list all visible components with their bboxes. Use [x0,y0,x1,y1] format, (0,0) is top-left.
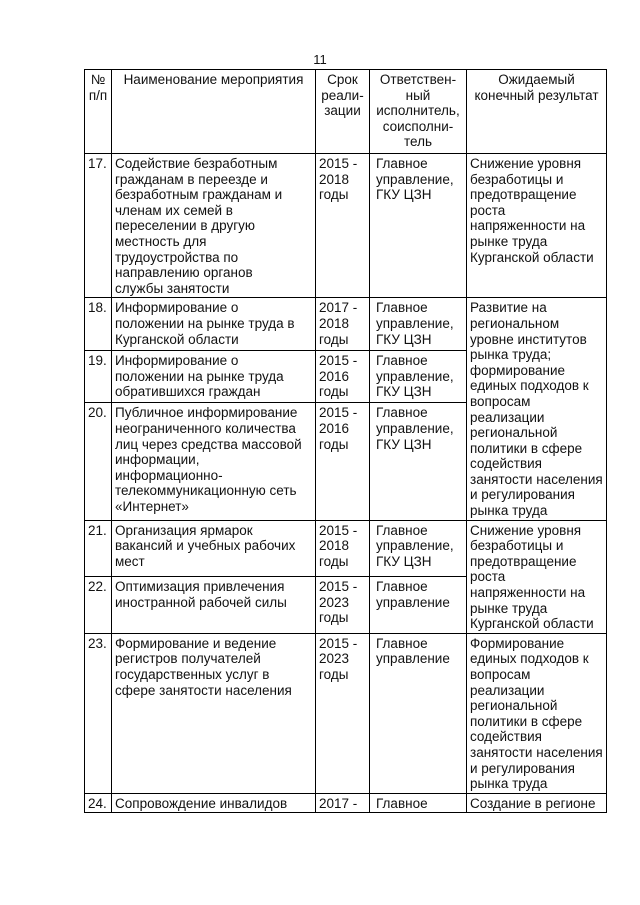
row-num: 17. [85,154,112,298]
row-responsible: Главное управление, ГКУ ЦЗН [370,154,467,298]
row-num: 20. [85,403,112,520]
table-row [85,298,607,351]
row-term: 2015 - 2018 годы [316,154,370,298]
header-term: Срок реали- зации [316,70,370,154]
row-term: 2017 - [316,793,370,813]
row-responsible: Главное управление [370,577,467,634]
row-term: 2017 - 2018 годы [316,298,370,351]
row-result: Создание в регионе [467,793,607,813]
row-result-merged: Снижение уровня безработицы и предотвращение роста напряженности на рынке труда Курганской области [467,520,607,633]
row-name: Сопровождение инвалидов [112,793,316,813]
row-term: 2015 - 2016 годы [316,403,370,520]
row-term: 2015 - 2018 годы [316,520,370,577]
row-term: 2015 - 2023 годы [316,633,370,793]
row-result: Формирование единых подходов к вопросам реализации региональной политики в сфере содействия занятости населения и регулирования рынка труда [467,633,607,793]
row-name: Содействие безработным гражданам в переезде и безработным гражданам и членам их семей в переселении в другую местность для трудоустройства по направлению органов службы занятости [112,154,316,298]
header-name: Наименование мероприятия [112,70,316,154]
header-num: № п/п [85,70,112,154]
row-num: 19. [85,350,112,403]
row-term: 2015 - 2016 годы [316,350,370,403]
table-row [85,793,607,813]
row-name: Публичное информирование неограниченного количества лиц через средства массовой информации, информационно- телекоммуникационную сеть «Интернет» [112,403,316,520]
row-result-merged: Развитие на региональном уровне институтов рынка труда; формирование единых подходов к вопросам реализации региональной политики в сфере содействия занятости населения и регулирования рынка труда [467,298,607,520]
row-num: 22. [85,577,112,634]
row-name: Организация ярмарок вакансий и учебных рабочих мест [112,520,316,577]
table-row [85,520,607,577]
page-number: 11 [313,52,327,67]
row-responsible: Главное управление, ГКУ ЦЗН [370,298,467,351]
header-responsible: Ответствен- ный исполнитель, соисполни- тель [370,70,467,154]
row-name: Информирование о положении на рынке труда обратившихся граждан [112,350,316,403]
table-row [85,633,607,793]
row-num: 18. [85,298,112,351]
row-name: Формирование и ведение регистров получателей государственных услуг в сфере занятости населения [112,633,316,793]
row-responsible: Главное управление, ГКУ ЦЗН [370,520,467,577]
measures-table [84,69,607,813]
row-result: Снижение уровня безработицы и предотвращение роста напряженности на рынке труда Курганской области [467,154,607,298]
row-responsible: Главное управление, ГКУ ЦЗН [370,403,467,520]
table-row [85,154,607,298]
row-responsible: Главное [370,793,467,813]
header-result: Ожидаемый конечный результат [467,70,607,154]
table-header-row [85,70,607,154]
row-name: Информирование о положении на рынке труда в Курганской области [112,298,316,351]
row-name: Оптимизация привлечения иностранной рабочей силы [112,577,316,634]
row-responsible: Главное управление, ГКУ ЦЗН [370,350,467,403]
row-num: 23. [85,633,112,793]
row-responsible: Главное управление [370,633,467,793]
row-num: 21. [85,520,112,577]
row-term: 2015 - 2023 годы [316,577,370,634]
row-num: 24. [85,793,112,813]
